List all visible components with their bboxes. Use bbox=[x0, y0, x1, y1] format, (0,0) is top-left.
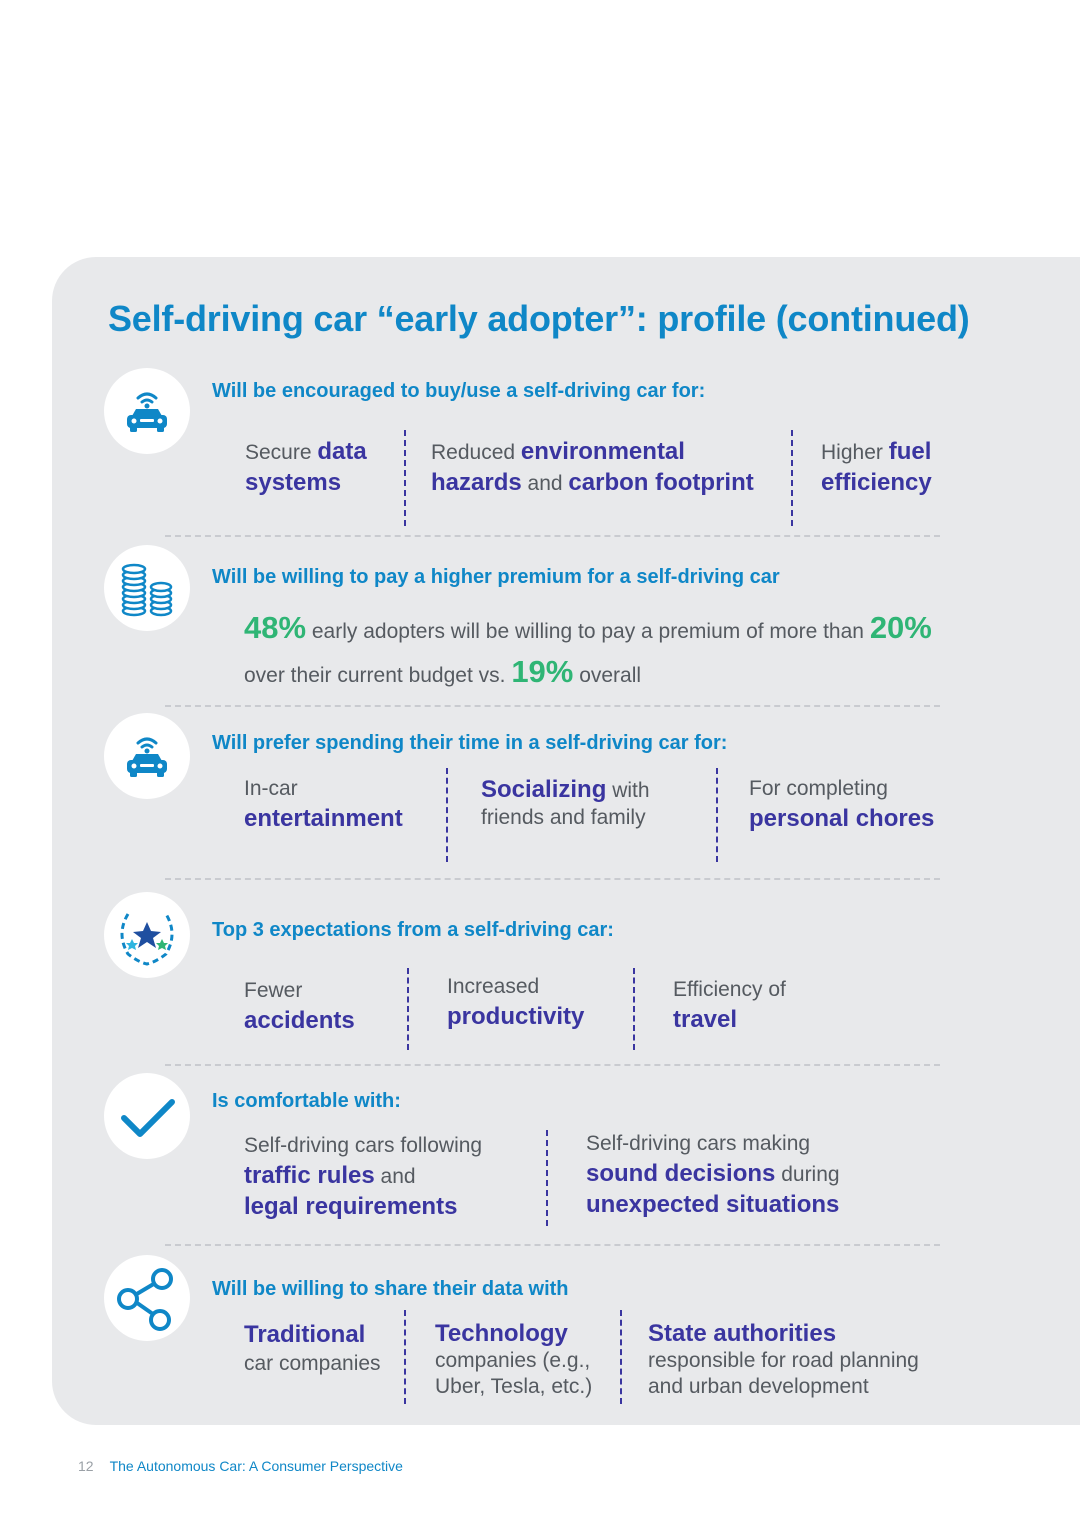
item-state-authorities: State authorities responsible for road planning and urban development bbox=[648, 1320, 919, 1398]
column-divider bbox=[407, 968, 409, 1050]
stat-19-percent: 19% bbox=[511, 654, 574, 689]
item-secure-data: Secure data systems bbox=[245, 438, 367, 496]
column-divider bbox=[446, 768, 448, 862]
column-divider bbox=[620, 1310, 622, 1404]
item-technology: Technology companies (e.g., Uber, Tesla, etc.) bbox=[435, 1320, 593, 1398]
column-divider bbox=[791, 430, 793, 526]
stat-48-percent: 48% bbox=[244, 610, 307, 645]
section-divider bbox=[165, 878, 940, 880]
section-heading-comfortable: Is comfortable with: bbox=[212, 1090, 401, 1112]
coins-icon bbox=[104, 545, 190, 631]
item-productivity: Increased productivity bbox=[447, 975, 585, 1030]
section-divider bbox=[165, 1244, 940, 1246]
item-environmental: Reduced environmental hazards and carbon footprint bbox=[431, 438, 754, 496]
document-title: The Autonomous Car: A Consumer Perspective bbox=[109, 1458, 403, 1474]
section-divider bbox=[165, 535, 940, 537]
item-traditional: Traditional car companies bbox=[244, 1321, 381, 1375]
column-divider bbox=[404, 430, 406, 526]
column-divider bbox=[546, 1130, 548, 1226]
item-entertainment: In-car entertainment bbox=[244, 777, 403, 832]
item-personal-chores: For completing personal chores bbox=[749, 777, 935, 832]
stat-20-percent: 20% bbox=[869, 610, 932, 645]
car-wifi-icon bbox=[104, 368, 190, 454]
item-fuel-efficiency: Higher fuel efficiency bbox=[821, 438, 932, 496]
section-divider bbox=[165, 1064, 940, 1066]
page-title: Self-driving car “early adopter”: profile (continued) bbox=[108, 298, 970, 339]
content-panel bbox=[52, 257, 1080, 1425]
item-sound-decisions: Self-driving cars making sound decisions during unexpected situations bbox=[586, 1132, 840, 1218]
section-heading-spending-time: Will prefer spending their time in a self-driving car for: bbox=[212, 732, 728, 754]
section-divider bbox=[165, 705, 940, 707]
section-heading-premium: Will be willing to pay a higher premium for a self-driving car bbox=[212, 566, 780, 588]
item-fewer-accidents: Fewer accidents bbox=[244, 979, 355, 1034]
laurel-star-icon bbox=[104, 892, 190, 978]
section-heading-encouraged: Will be encouraged to buy/use a self-driving car for: bbox=[212, 380, 706, 402]
item-travel-efficiency: Efficiency of travel bbox=[673, 978, 786, 1033]
section-heading-share-data: Will be willing to share their data with bbox=[212, 1278, 569, 1300]
checkmark-icon bbox=[104, 1073, 190, 1159]
page-number: 12 bbox=[78, 1458, 94, 1474]
share-icon bbox=[104, 1255, 190, 1341]
section-heading-expectations: Top 3 expectations from a self-driving car: bbox=[212, 919, 614, 941]
premium-statement: 48% early adopters will be willing to pay a premium of more than 20% over their current budget vs. 19% overall bbox=[244, 610, 932, 689]
column-divider bbox=[404, 1310, 406, 1404]
item-traffic-rules: Self-driving cars following traffic rules and legal requirements bbox=[244, 1134, 483, 1220]
column-divider bbox=[633, 968, 635, 1050]
column-divider bbox=[716, 768, 718, 862]
car-wifi-icon bbox=[104, 713, 190, 799]
item-socializing: Socializing with friends and family bbox=[481, 776, 650, 829]
page-footer bbox=[78, 1458, 403, 1474]
